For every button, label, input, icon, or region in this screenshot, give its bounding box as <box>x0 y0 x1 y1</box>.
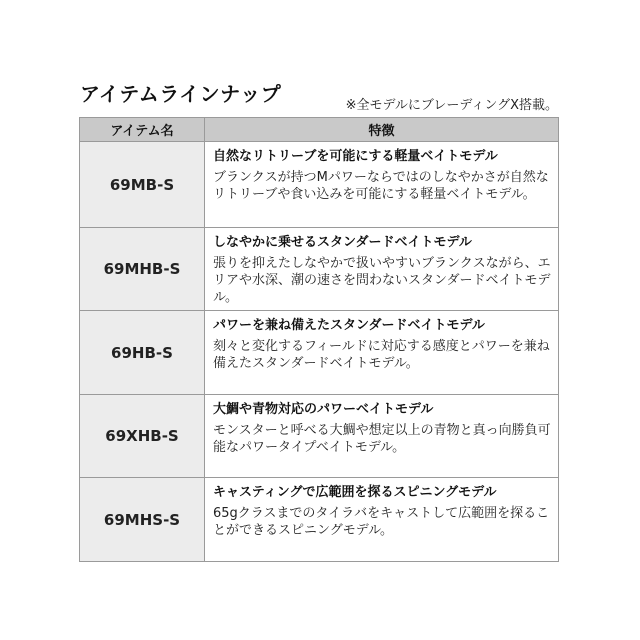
item-name: 69MHS-S <box>80 478 205 562</box>
table-row <box>80 311 559 395</box>
item-name: 69XHB-S <box>80 395 205 478</box>
feature-title: 自然なリトリーブを可能にする軽量ベイトモデル <box>213 149 498 164</box>
table-row <box>80 142 559 228</box>
item-features <box>205 311 559 395</box>
column-header-features: 特徴 <box>205 118 559 142</box>
item-features <box>205 228 559 311</box>
item-name: 69HB-S <box>80 311 205 395</box>
table-row <box>80 228 559 311</box>
column-header-item-name: アイテム名 <box>80 118 205 142</box>
feature-description: 65gクラスまでのタイラバをキャストして広範囲を探ることができるスピニングモデル。 <box>213 506 550 538</box>
table-header-row <box>80 118 559 142</box>
item-features <box>205 395 559 478</box>
item-name: 69MB-S <box>80 142 205 228</box>
feature-description: ブランクスが持つMパワーならではのしなやかさが自然なリトリーブや食い込みを可能にする軽量ベイトモデル。 <box>213 170 549 202</box>
item-features <box>205 478 559 562</box>
item-features <box>205 142 559 228</box>
feature-title: パワーを兼ね備えたスタンダードベイトモデル <box>213 318 485 333</box>
feature-title: 大鯛や青物対応のパワーベイトモデル <box>213 402 434 417</box>
feature-description: 張りを抑えたしなやかで扱いやすいブランクスながら、エリアや水深、潮の速さを問わないスタンダードベイトモデル。 <box>213 256 551 305</box>
feature-description: モンスターと呼べる大鯛や想定以上の青物と真っ向勝負可能なパワータイプベイトモデル。 <box>213 423 551 455</box>
feature-title: キャスティングで広範囲を探るスピニングモデル <box>213 485 497 500</box>
feature-description: 刻々と変化するフィールドに対応する感度とパワーを兼ね備えたスタンダードベイトモデル。 <box>213 339 550 371</box>
page-title: アイテムラインナップ <box>80 82 282 106</box>
item-name: 69MHB-S <box>80 228 205 311</box>
feature-title: しなやかに乗せるスタンダードベイトモデル <box>213 235 472 250</box>
page-note: ※全モデルにブレーディングX搭載。 <box>345 98 558 113</box>
item-lineup-table <box>79 117 559 562</box>
table-row <box>80 395 559 478</box>
table-row <box>80 478 559 562</box>
